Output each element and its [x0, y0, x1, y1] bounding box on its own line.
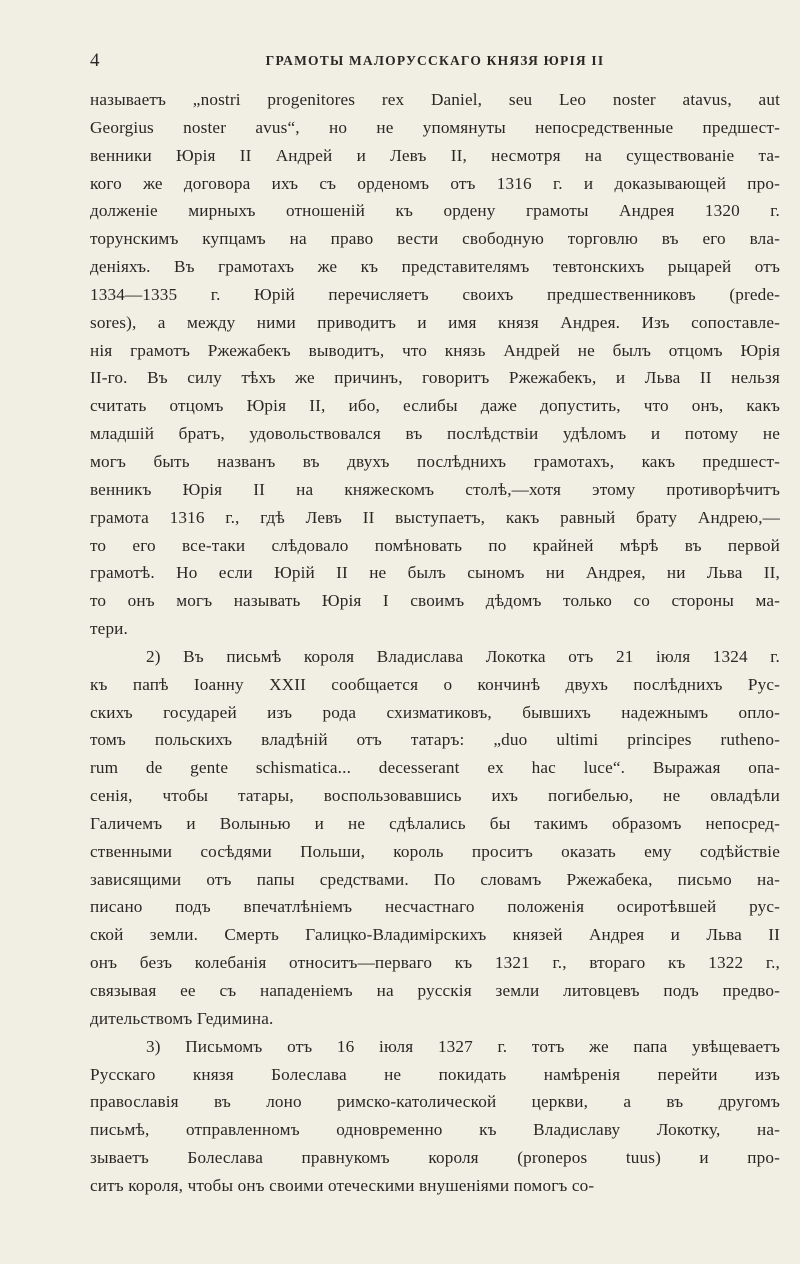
text-line: младшій братъ, удовольствовался въ послѣдствіи удѣломъ и потому не — [90, 424, 780, 444]
text-line: rum de gente schismatica... decesserant ex hac luce“. Выражая опа- — [90, 758, 780, 778]
text-line: то онъ могъ называть Юрія I своимъ дѣдомъ только со стороны ма- — [90, 591, 780, 611]
text-line: зываетъ Болеслава правнукомъ короля (proneроs tuus) и про- — [90, 1148, 780, 1168]
running-title: ГРАМОТЫ МАЛОРУССКАГО КНЯЗЯ ЮРІЯ II — [265, 53, 605, 68]
text-line: грамота 1316 г., гдѣ Левъ II выступаетъ, какъ равный брату Андрею,— — [90, 507, 780, 527]
text-line: скихъ государей изъ рода схизматиковъ, бывшихъ надежнымъ опло- — [90, 702, 780, 722]
text-line: sores), а между ними приводитъ и имя князя Андрея. Изъ сопоставле- — [90, 312, 780, 332]
text-line: сенія, чтобы татары, воспользовавшись ихъ погибелью, не овладѣли — [90, 786, 780, 806]
text-line: связывая ее съ нападеніемъ на русскія земли литовцевъ подъ предво- — [90, 981, 780, 1000]
page-number: 4 — [90, 50, 100, 71]
text-line: томъ польскихъ владѣній отъ татаръ: „duo ultimi principes rutheno- — [90, 730, 780, 750]
text-line: письмѣ, отправленномъ одновременно къ Владиславу Локотку, на- — [90, 1120, 780, 1140]
text-line: то его все-таки слѣдовало помѣновать по крайней мѣрѣ въ первой — [90, 535, 780, 555]
text-line: ственными сосѣдями Польши, король проситъ оказать ему содѣйствіе — [90, 841, 780, 861]
text-line: грамотѣ. Но если Юрій II не былъ сыномъ ни Андрея, ни Льва II, — [90, 563, 780, 583]
text-line: венники Юрія II Андрей и Левъ II, несмотря на существованіе та- — [90, 145, 780, 165]
text-line: Галичемъ и Волынью и не сдѣлались бы такимъ образомъ непосред- — [90, 813, 780, 833]
text-line: православія въ лоно римско-католической церкви, а въ другомъ — [90, 1092, 780, 1112]
text-line: 3) Письмомъ отъ 16 іюля 1327 г. тотъ же папа увѣщеваетъ — [146, 1036, 780, 1056]
text-line: къ папѣ Іоанну XXII сообщается о кончинѣ двухъ послѣднихъ Рус- — [90, 674, 780, 694]
text-line: венникъ Юрія II на княжескомъ столѣ,—хотя этому противорѣчитъ — [90, 479, 780, 499]
text-line: зависящими отъ папы средствами. По словамъ Ржежабека, письмо на- — [90, 869, 780, 889]
text-line: ской земли. Смерть Галицко-Владимірскихъ князей Андрея и Льва II — [90, 925, 780, 945]
text-line: называетъ „nostri progenitores rex Daniel, seu Leo noster atavus, aut — [90, 90, 780, 109]
text-line: могъ быть названъ въ двухъ послѣднихъ грамотахъ, какъ предшест- — [90, 451, 780, 471]
running-head — [90, 50, 780, 78]
text-line: Georgius noster avus“, но не упомянуты непосредственные предшест- — [90, 117, 780, 137]
text-line: ситъ короля, чтобы онъ своими отеческими внушеніями помогъ со- — [90, 1175, 595, 1195]
text-line: 1334—1335 г. Юрій перечисляетъ своихъ предшественниковъ (prede- — [90, 284, 780, 304]
text-line: долженіе мирныхъ отношеній къ ордену грамоты Андрея 1320 г. — [90, 201, 780, 221]
text-line: тери. — [90, 619, 128, 639]
text-line: II-го. Въ силу тѣхъ же причинъ, говоритъ Ржежабекъ, и Льва II нельзя — [90, 368, 780, 388]
text-line: деніяхъ. Въ грамотахъ же къ представителямъ тевтонскихъ рыцарей отъ — [90, 257, 780, 277]
text-line: нія грамотъ Ржежабекъ выводитъ, что князь Андрей не былъ отцомъ Юрія — [90, 340, 780, 360]
text-line: дительствомъ Гедимина. — [90, 1008, 274, 1028]
text-line: считать отцомъ Юрія II, ибо, еслибы даже допустить, что онъ, какъ — [90, 396, 780, 416]
text-line: 2) Въ письмѣ короля Владислава Локотка отъ 21 іюля 1324 г. — [146, 646, 780, 666]
text-line: писано подъ впечатлѣніемъ несчастнаго положенія осиротѣвшей рус- — [90, 897, 780, 917]
body-text — [90, 86, 780, 1200]
text-line: торунскимъ купцамъ на право вести свободную торговлю въ его вла- — [90, 229, 780, 249]
text-line: онъ безъ колебанія относитъ—перваго къ 1321 г., втораго къ 1322 г., — [90, 953, 780, 973]
text-line: Русскаго князя Болеслава не покидать намѣренія перейти изъ — [90, 1064, 780, 1084]
text-line: кого же договора ихъ съ орденомъ отъ 1316 г. и доказывающей про- — [90, 173, 780, 193]
